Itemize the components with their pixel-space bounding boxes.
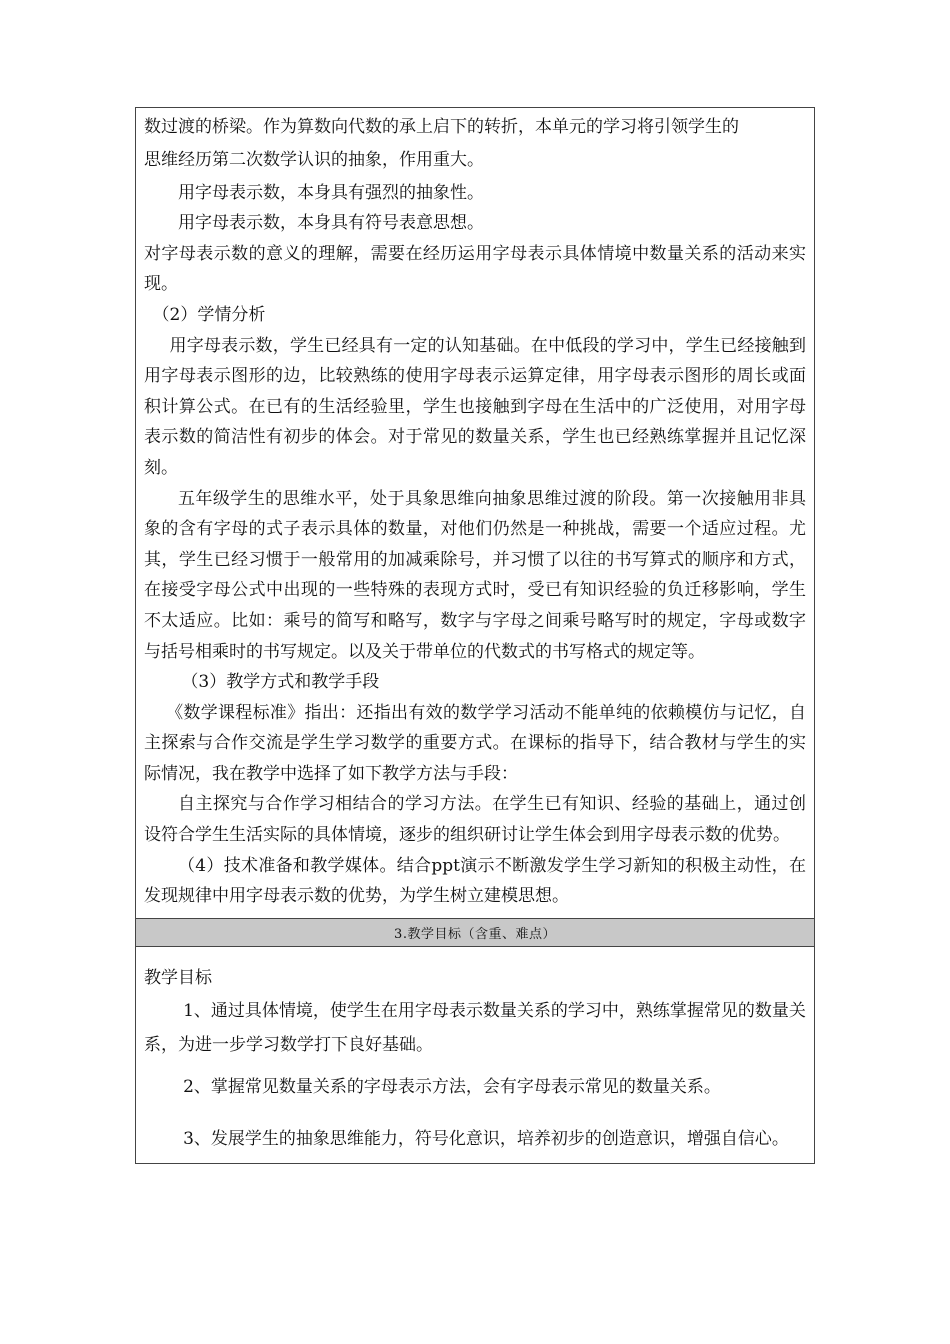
goal-2: 2、掌握常见数量关系的字母表示方法，会有字母表示常见的数量关系。 (183, 1076, 721, 1097)
section-3-header: 3.教学目标（含重、难点） (136, 918, 815, 946)
analysis-paragraph-7: 《数学课程标准》指出：还指出有效的数学学习活动不能单纯的依赖模仿与记忆，自主探索与合作交流是学生学习数学的重要方式。在课标的指导下，结合教材与学生的实际情况，我在教学中选择了如下教学方法与手段： (144, 702, 806, 784)
goals-content (136, 947, 814, 1163)
analysis-paragraph-2: 用字母表示数，本身具有强烈的抽象性。 (178, 182, 484, 203)
analysis-paragraph-1b: 思维经历第二次数学认识的抽象，作用重大。 (144, 149, 484, 170)
lesson-plan-table (135, 107, 815, 1164)
analysis-cell (136, 108, 815, 919)
analysis-paragraph-9: （4）技术准备和教学媒体。结合ppt演示不断激发学生学习新知的积极主动性，在发现规律中用字母表示数的优势，为学生树立建模思想。 (144, 855, 806, 907)
analysis-paragraph-6: 五年级学生的思维水平，处于具象思维向抽象思维过渡的阶段。第一次接触用非具象的含有字母的式子表示具体的数量，对他们仍然是一种挑战，需要一个适应过程。尤其，学生已经习惯于一般常用的加减乘除号，并习惯了以往的书写算式的顺序和方式，在接受字母公式中出现的一些特殊的表现方式时，受已有知识经验的负迁移影响，学生不太适应。比如：乘号的简写和略写，数字与字母之间乘号略写时的规定，字母或数字与括号相乘时的书写规定。以及关于带单位的代数式的书写格式的规定等。 (144, 488, 806, 662)
goals-title: 教学目标 (144, 967, 212, 988)
analysis-paragraph-4: 对字母表示数的意义的理解，需要在经历运用字母表示具体情境中数量关系的活动来实现。 (144, 243, 806, 295)
goals-cell (136, 946, 815, 1163)
analysis-row (136, 108, 815, 919)
analysis-content (136, 108, 814, 918)
goals-row (136, 946, 815, 1163)
analysis-paragraph-8: 自主探究与合作学习相结合的学习方法。在学生已有知识、经验的基础上，通过创设符合学生生活实际的具体情境，逐步的组织研讨让学生体会到用字母表示数的优势。 (144, 794, 806, 846)
goal-1: 1、通过具体情境，使学生在用字母表示数量关系的学习中，熟练掌握常见的数量关系，为进一步学习数学打下良好基础。 (144, 1000, 806, 1055)
analysis-paragraph-5: 用字母表示数，学生已经具有一定的认知基础。在中低段的学习中，学生已经接触到用字母表示图形的边，比较熟练的使用字母表示运算定律，用字母表示图形的周长或面积计算公式。在已有的生活经验里，学生也接触到字母在生活中的广泛使用，对用字母表示数的简洁性有初步的体会。对于常见的数量关系，学生也已经熟练掌握并且记忆深刻。 (144, 335, 806, 478)
heading-teaching-methods: （3）教学方式和教学手段 (181, 672, 380, 693)
analysis-paragraph-3: 用字母表示数，本身具有符号表意思想。 (178, 213, 484, 234)
heading-learner-analysis: （2）学情分析 (152, 304, 266, 325)
section-3-header-row (136, 918, 815, 946)
goal-3: 3、发展学生的抽象思维能力，符号化意识，培养初步的创造意识，增强自信心。 (183, 1128, 789, 1149)
analysis-paragraph-1a: 数过渡的桥梁。作为算数向代数的承上启下的转折，本单元的学习将引领学生的 (144, 117, 739, 137)
